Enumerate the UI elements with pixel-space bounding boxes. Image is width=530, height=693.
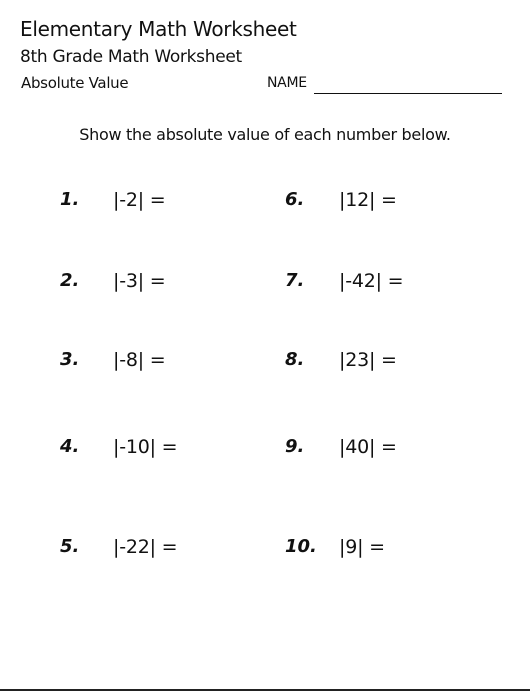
instructions-text: Show the absolute value of each number below. bbox=[79, 125, 451, 144]
name-field-line[interactable] bbox=[314, 93, 502, 94]
problem-expression: |-10| = bbox=[113, 436, 178, 458]
problem-number: 10. bbox=[285, 536, 317, 557]
worksheet-topic: Absolute Value bbox=[21, 74, 129, 92]
problem-expression: |-8| = bbox=[113, 349, 166, 371]
problem-expression: |12| = bbox=[339, 189, 397, 211]
problem-number: 1. bbox=[60, 189, 80, 210]
problem-expression: |-22| = bbox=[113, 536, 178, 558]
problem-number: 5. bbox=[60, 536, 80, 557]
problem-number: 8. bbox=[285, 349, 305, 370]
problem-expression: |23| = bbox=[339, 349, 397, 371]
page-bottom-rule bbox=[0, 689, 530, 691]
problem-number: 6. bbox=[285, 189, 305, 210]
problem-number: 2. bbox=[60, 270, 80, 291]
problem-expression: |-3| = bbox=[113, 270, 166, 292]
name-label: NAME bbox=[267, 75, 307, 91]
problem-number: 3. bbox=[60, 349, 80, 370]
problem-number: 4. bbox=[60, 436, 80, 457]
problem-number: 7. bbox=[285, 270, 305, 291]
problem-number: 9. bbox=[285, 436, 305, 457]
problem-expression: |-42| = bbox=[339, 270, 404, 292]
worksheet-subtitle: 8th Grade Math Worksheet bbox=[20, 47, 242, 67]
problem-expression: |40| = bbox=[339, 436, 397, 458]
worksheet-title: Elementary Math Worksheet bbox=[20, 17, 297, 41]
problem-expression: |9| = bbox=[339, 536, 385, 558]
problem-expression: |-2| = bbox=[113, 189, 166, 211]
